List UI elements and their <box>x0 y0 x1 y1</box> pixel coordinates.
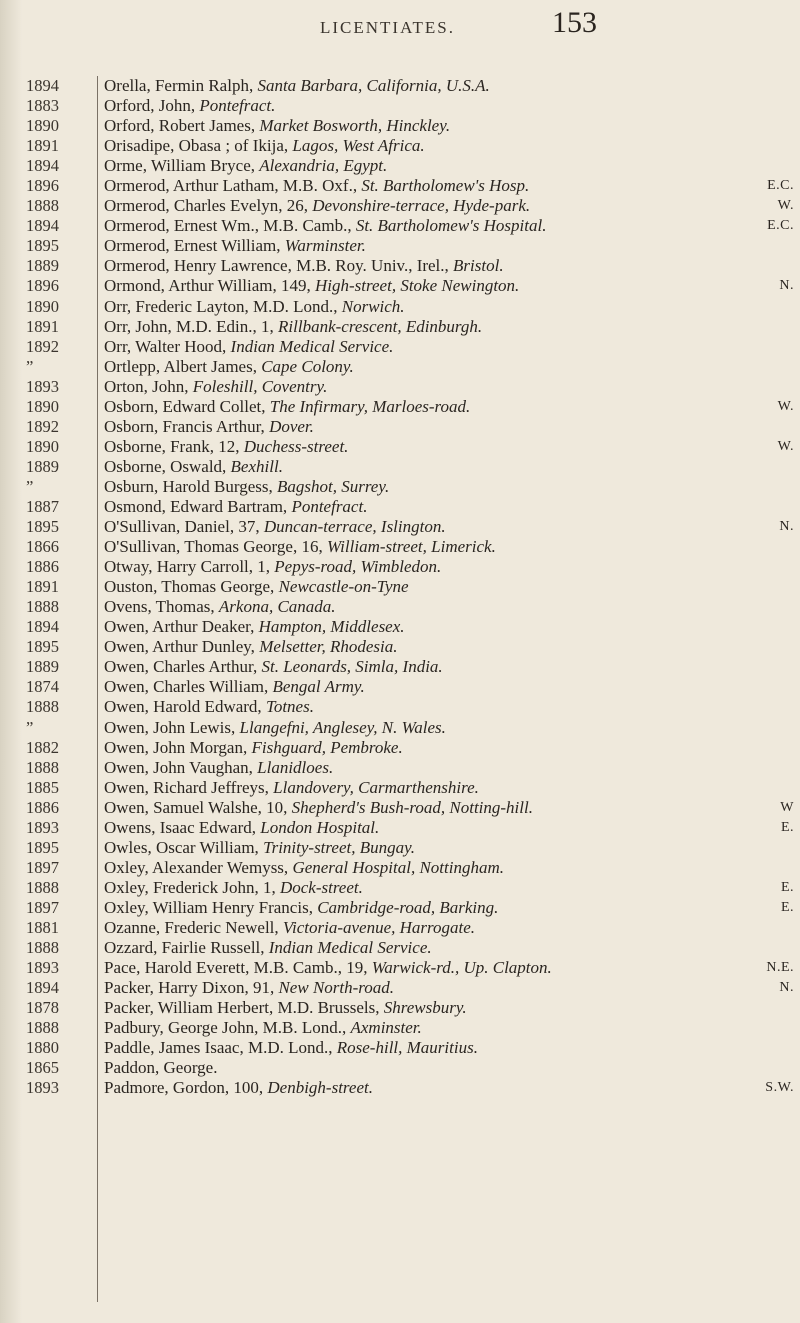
entry-name: Ormerod, Ernest William, <box>104 236 285 256</box>
entry-address: High-street, Stoke Newington. <box>315 276 520 296</box>
entry-name: Owen, Samuel Walshe, 10, <box>104 797 292 817</box>
list-item <box>104 497 794 517</box>
entry-year: 1895 <box>26 517 59 537</box>
list-item <box>104 317 794 337</box>
entry-year: 1888 <box>26 938 59 958</box>
entry-year: 1895 <box>26 637 59 657</box>
entry-address: Bexhill. <box>230 456 283 476</box>
entries-column <box>104 76 794 1098</box>
entry-year: 1885 <box>26 777 59 797</box>
entry-name: Osborne, Oswald, <box>104 456 231 476</box>
list-item <box>104 778 794 798</box>
entry-address: Fishguard, Pembroke. <box>251 737 403 757</box>
list-item <box>104 156 794 176</box>
list-item <box>104 96 794 116</box>
list-item <box>104 337 794 357</box>
entry-address: Bagshot, Surrey. <box>276 476 390 496</box>
entry-name: Orford, Robert James, <box>104 116 260 136</box>
list-item <box>104 978 794 998</box>
entry-year: 1888 <box>26 1018 59 1038</box>
entry-address: Totnes. <box>265 697 314 717</box>
entry-address: St. Bartholomew's Hospital. <box>355 216 547 236</box>
entry-name: Owen, Harold Edward, <box>104 697 266 717</box>
entry-district-code: S.W. <box>765 1080 794 1096</box>
entry-district-code: N. <box>779 980 794 996</box>
entry-address: Dock-street. <box>279 877 363 897</box>
entry-address: Indian Medical Service. <box>268 938 432 958</box>
entry-district-code: N.E. <box>766 960 794 976</box>
entry-year: 1893 <box>26 958 59 978</box>
entry-address: Pepys-road, Wimbledon. <box>274 557 442 577</box>
list-item <box>104 718 794 738</box>
entry-name: Oxley, Alexander Wemyss, <box>104 857 293 877</box>
entry-name: Orr, Frederic Layton, M.D. Lond., <box>104 296 342 316</box>
entry-year: 1896 <box>26 276 59 296</box>
entry-name: Orella, Fermin Ralph, <box>104 76 258 95</box>
list-item <box>104 377 794 397</box>
entry-year: 1892 <box>26 416 59 436</box>
entry-name: Owens, Isaac Edward, <box>104 817 261 837</box>
entry-year: 1891 <box>26 136 59 156</box>
list-item <box>104 76 794 96</box>
year-column <box>26 76 96 1098</box>
entry-name: Owen, John Lewis, <box>104 717 240 737</box>
entry-year: 1891 <box>26 577 59 597</box>
entry-year: 1890 <box>26 296 59 316</box>
entry-address: Cape Colony. <box>261 356 354 376</box>
entry-year: 1888 <box>26 697 59 717</box>
entry-name: Ovens, Thomas, <box>104 597 219 617</box>
entry-name: O'Sullivan, Daniel, 37, <box>104 517 264 537</box>
entry-name: Owles, Oscar William, <box>104 837 264 857</box>
entry-year: 1880 <box>26 1038 59 1058</box>
entry-name: Orr, Walter Hood, <box>104 336 231 356</box>
list-item <box>104 898 794 918</box>
entry-address: The Infirmary, Marloes-road. <box>269 396 471 416</box>
entry-name: Owen, Arthur Deaker, <box>104 617 259 637</box>
list-item <box>104 357 794 377</box>
entry-district-code: W. <box>777 438 794 454</box>
entry-name: Oxley, Frederick John, 1, <box>104 877 280 897</box>
entry-year: 1889 <box>26 456 59 476</box>
entry-year: 1894 <box>26 76 59 95</box>
entry-name: Otway, Harry Carroll, 1, <box>104 557 275 577</box>
entry-year: 1886 <box>26 557 59 577</box>
entry-address: Foleshill, Coventry. <box>192 376 328 396</box>
entry-year: 1894 <box>26 978 59 998</box>
entry-address: Rillbank-crescent, Edinburgh. <box>278 316 483 336</box>
entry-district-code: E.C. <box>767 218 794 234</box>
entry-year: 1890 <box>26 116 59 136</box>
list-item <box>104 617 794 637</box>
entry-year: 1888 <box>26 757 59 777</box>
list-item <box>104 457 794 477</box>
list-item <box>104 878 794 898</box>
entry-name: Owen, Charles Arthur, <box>104 657 262 677</box>
entry-name: Orton, John, <box>104 376 193 396</box>
list-item <box>104 597 794 617</box>
column-rule <box>97 76 98 1302</box>
entry-year: 1889 <box>26 657 59 677</box>
entry-address: Lagos, West Africa. <box>292 136 425 156</box>
list-item <box>104 256 794 276</box>
entry-name: Padmore, Gordon, 100, <box>104 1078 268 1098</box>
entry-address: Duchess-street. <box>243 436 349 456</box>
list-item <box>104 276 794 296</box>
entry-name: Ouston, Thomas George, <box>104 577 279 597</box>
entry-name: O'Sullivan, Thomas George, 16, <box>104 537 327 557</box>
entry-name: Ormond, Arthur William, 149, <box>104 276 316 296</box>
running-head: LICENTIATES. <box>320 18 455 37</box>
entry-district-code: N. <box>779 278 794 294</box>
entry-address: General Hospital, Nottingham. <box>292 857 504 877</box>
entry-address: Trinity-street, Bungay. <box>263 837 415 857</box>
entry-year: 1881 <box>26 917 59 937</box>
entry-year: 1887 <box>26 496 59 516</box>
entry-year: ” <box>26 476 34 496</box>
entry-name: Osburn, Harold Burgess, <box>104 476 277 496</box>
entry-name: Ozzard, Fairlie Russell, <box>104 938 269 958</box>
list-item <box>104 116 794 136</box>
list-item <box>104 998 794 1018</box>
list-item <box>104 557 794 577</box>
entry-address: Devonshire-terrace, Hyde-park. <box>312 196 531 216</box>
entry-address: Warwick-rd., Up. Clapton. <box>371 958 552 978</box>
list-item <box>104 958 794 978</box>
entry-year: 1897 <box>26 857 59 877</box>
entry-address: Newcastle-on-Tyne <box>278 577 409 597</box>
entry-address: Shepherd's Bush-road, Notting-hill. <box>291 797 533 817</box>
entry-year: 1893 <box>26 1078 59 1098</box>
list-item <box>104 1078 794 1098</box>
list-item <box>104 437 794 457</box>
entry-district-code: E. <box>780 879 794 895</box>
list-item <box>104 517 794 537</box>
entry-district-code: N. <box>779 519 794 535</box>
list-item <box>104 838 794 858</box>
entry-address: Melsetter, Rhodesia. <box>259 637 398 657</box>
entry-address: Rose-hill, Mauritius. <box>336 1038 478 1058</box>
entry-year: 1894 <box>26 156 59 176</box>
entry-address: Llandovery, Carmarthenshire. <box>273 777 479 797</box>
entry-address: Axminster. <box>350 1018 422 1038</box>
entry-address: Victoria-avenue, Harrogate. <box>282 917 476 937</box>
entry-address: Denbigh-street. <box>267 1078 373 1098</box>
entry-address: Dover. <box>269 416 314 436</box>
list-item <box>104 798 794 818</box>
entry-address: Bristol. <box>453 256 504 276</box>
entry-year: ” <box>26 717 34 737</box>
entry-address: Bengal Army. <box>272 677 365 697</box>
entry-year: 1892 <box>26 336 59 356</box>
page-header <box>0 4 800 40</box>
list-item <box>104 196 794 216</box>
entry-year: 1878 <box>26 998 59 1018</box>
entry-name: Padbury, George John, M.B. Lond., <box>104 1018 351 1038</box>
entry-name: Packer, William Herbert, M.D. Brussels, <box>104 998 384 1018</box>
entry-name: Ozanne, Frederic Newell, <box>104 917 283 937</box>
entry-address: Pontefract. <box>199 96 276 116</box>
entry-year: 1890 <box>26 396 59 416</box>
entry-name: Oxley, William Henry Francis, <box>104 897 318 917</box>
list-item <box>104 918 794 938</box>
entry-year: ” <box>26 356 34 376</box>
list-item <box>104 677 794 697</box>
entry-address: Cambridge-road, Barking. <box>317 897 499 917</box>
entry-name: Paddon, George. <box>104 1058 218 1078</box>
list-item <box>104 738 794 758</box>
entry-name: Ormerod, Ernest Wm., M.B. Camb., <box>104 216 356 236</box>
entry-name: Owen, Arthur Dunley, <box>104 637 260 657</box>
entry-year: 1893 <box>26 376 59 396</box>
entry-district-code: E.C. <box>767 178 794 194</box>
list-item <box>104 637 794 657</box>
entry-name: Orme, William Bryce, <box>104 156 260 176</box>
list-item <box>104 297 794 317</box>
entry-name: Osborn, Francis Arthur, <box>104 416 270 436</box>
entry-year: 1886 <box>26 797 59 817</box>
entry-year: 1894 <box>26 617 59 637</box>
entry-name: Osborn, Edward Collet, <box>104 396 270 416</box>
entry-name: Orr, John, M.D. Edin., 1, <box>104 316 279 336</box>
list-item <box>104 537 794 557</box>
entry-year: 1889 <box>26 256 59 276</box>
entry-name: Pace, Harold Everett, M.B. Camb., 19, <box>104 958 372 978</box>
entry-name: Ormerod, Arthur Latham, M.B. Oxf., <box>104 176 362 196</box>
entry-year: 1894 <box>26 216 59 236</box>
entry-year: 1891 <box>26 316 59 336</box>
list-item <box>104 216 794 236</box>
entry-name: Ortlepp, Albert James, <box>104 356 262 376</box>
list-item <box>104 236 794 256</box>
entry-address: St. Bartholomew's Hosp. <box>361 176 530 196</box>
entry-address: Market Bosworth, Hinckley. <box>259 116 451 136</box>
entry-address: Duncan-terrace, Islington. <box>263 517 446 537</box>
entry-year: 1888 <box>26 196 59 216</box>
entry-year: 1874 <box>26 677 59 697</box>
list-item <box>104 938 794 958</box>
entry-year: 1865 <box>26 1058 59 1078</box>
list-item <box>104 477 794 497</box>
entry-address: St. Leonards, Simla, India. <box>261 657 443 677</box>
list-item <box>104 417 794 437</box>
list-item <box>104 577 794 597</box>
binding-shadow <box>0 0 22 1323</box>
entry-name: Packer, Harry Dixon, 91, <box>104 978 279 998</box>
list-item <box>104 1058 794 1078</box>
entry-year: 1895 <box>26 236 59 256</box>
entry-year: 1890 <box>26 436 59 456</box>
entry-name: Owen, Charles William, <box>104 677 273 697</box>
entry-year: 1893 <box>26 817 59 837</box>
entry-name: Owen, John Vaughan, <box>104 757 258 777</box>
list-item <box>104 1018 794 1038</box>
entry-address: Alexandria, Egypt. <box>259 156 388 176</box>
entry-name: Owen, John Morgan, <box>104 737 252 757</box>
entry-year: 1897 <box>26 897 59 917</box>
entry-district-code: W. <box>777 198 794 214</box>
entry-name: Paddle, James Isaac, M.D. Lond., <box>104 1038 337 1058</box>
entry-name: Osborne, Frank, 12, <box>104 436 244 456</box>
entry-year: 1883 <box>26 96 59 116</box>
entry-district-code: W <box>780 799 794 815</box>
entry-address: Santa Barbara, California, U.S.A. <box>257 76 490 95</box>
entry-address: Indian Medical Service. <box>230 336 394 356</box>
list-item <box>104 758 794 778</box>
entry-year: 1895 <box>26 837 59 857</box>
entry-address: Llangefni, Anglesey, N. Wales. <box>239 717 446 737</box>
entry-address: Llanidloes. <box>257 757 334 777</box>
entry-name: Ormerod, Charles Evelyn, 26, <box>104 196 313 216</box>
entry-year: 1888 <box>26 597 59 617</box>
list-item <box>104 136 794 156</box>
entry-district-code: E. <box>780 899 794 915</box>
entry-address: Arkona, Canada. <box>218 597 336 617</box>
entry-address: Pontefract. <box>291 496 368 516</box>
list-item <box>104 697 794 717</box>
entry-name: Orisadipe, Obasa ; of Ikija, <box>104 136 293 156</box>
list-item <box>104 397 794 417</box>
list-item <box>104 657 794 677</box>
entry-district-code: E. <box>780 819 794 835</box>
entry-name: Owen, Richard Jeffreys, <box>104 777 274 797</box>
entry-name: Osmond, Edward Bartram, <box>104 496 292 516</box>
entry-address: Shrewsbury. <box>383 998 467 1018</box>
entry-year: 1896 <box>26 176 59 196</box>
entry-address: William-street, Limerick. <box>326 537 496 557</box>
entry-name: Orford, John, <box>104 96 200 116</box>
list-item <box>104 176 794 196</box>
entry-address: New North-road. <box>278 978 395 998</box>
list-item <box>104 858 794 878</box>
entry-district-code: W. <box>777 398 794 414</box>
entry-address: London Hospital. <box>260 817 380 837</box>
entry-year: 1882 <box>26 737 59 757</box>
list-item <box>104 1038 794 1058</box>
list-item <box>104 818 794 838</box>
entry-address: Warminster. <box>284 236 366 256</box>
entry-name: Ormerod, Henry Lawrence, M.B. Roy. Univ., Irel., <box>104 256 454 276</box>
entry-address: Hampton, Middlesex. <box>258 617 405 637</box>
entry-address: Norwich. <box>341 296 405 316</box>
page-number: 153 <box>552 6 597 39</box>
entry-year: 1888 <box>26 877 59 897</box>
entry-year: 1866 <box>26 537 59 557</box>
